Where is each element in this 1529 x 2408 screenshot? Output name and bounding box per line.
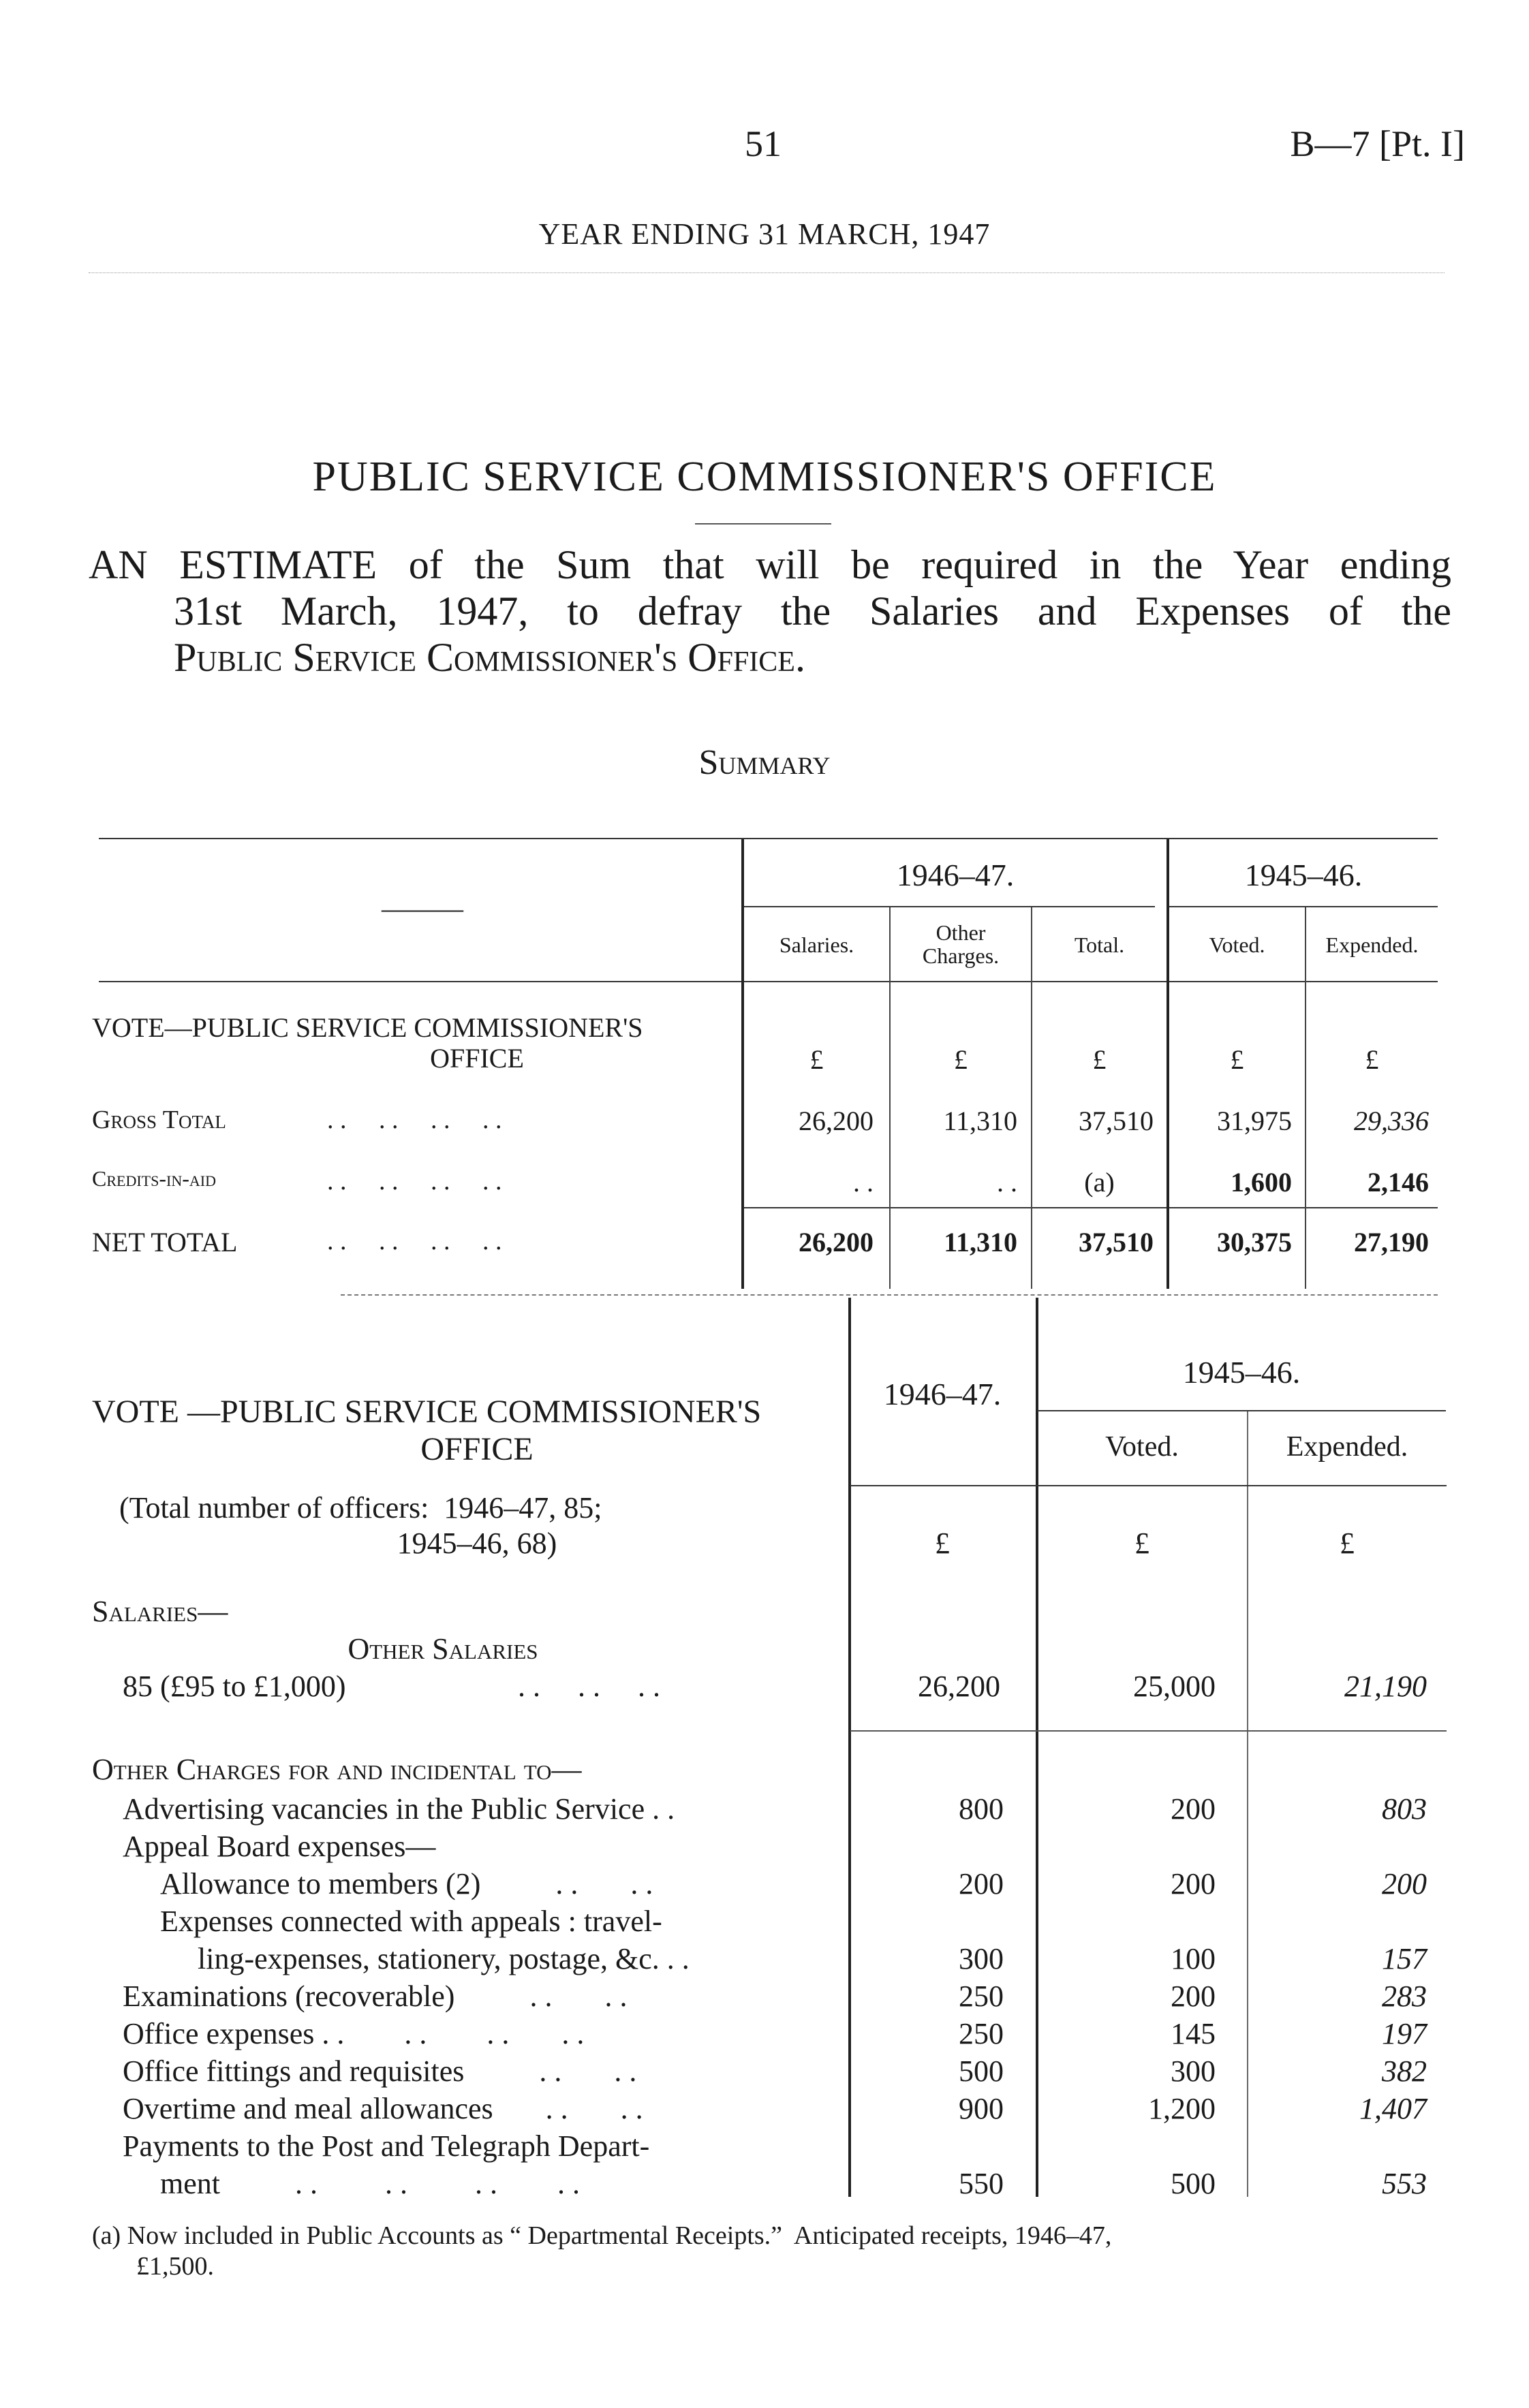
detail-row-current: 300 bbox=[959, 1942, 1004, 1975]
summary-currency-expended: £ bbox=[1365, 1044, 1379, 1075]
detail-row-expended: 382 bbox=[1382, 2054, 1427, 2088]
summary-row-label: Gross Total bbox=[92, 1106, 226, 1134]
page-number: 51 bbox=[745, 123, 782, 164]
detail-row-current: 500 bbox=[959, 2054, 1004, 2088]
detail-salaries-heading: Salaries— bbox=[92, 1595, 228, 1628]
detail-row-label: Expenses connected with appeals : travel- bbox=[160, 1905, 662, 1938]
detail-row-label: Appeal Board expenses— bbox=[123, 1830, 436, 1863]
detail-officers-line-1: (Total number of officers: 1946–47, 85; bbox=[119, 1491, 602, 1524]
detail-currency-voted: £ bbox=[1134, 1527, 1149, 1560]
detail-row-current: 900 bbox=[959, 2092, 1004, 2125]
detail-row-current: 250 bbox=[959, 1980, 1004, 2013]
estimate-intro-line-1: AN ESTIMATE of the Sum that will be required in the Year ending bbox=[89, 542, 1451, 587]
detail-year-rule bbox=[1037, 1410, 1446, 1411]
summary-net-salaries: 26,200 bbox=[799, 1227, 874, 1257]
detail-row-voted: 100 bbox=[1171, 1942, 1216, 1975]
detail-row-label: Allowance to members (2) . . . . bbox=[160, 1867, 653, 1901]
summary-net-expended: 27,190 bbox=[1354, 1227, 1429, 1257]
office-title: PUBLIC SERVICE COMMISSIONER'S OFFICE bbox=[312, 454, 1217, 500]
detail-salaries-label: 85 (£95 to £1,000) bbox=[123, 1670, 346, 1703]
detail-row-voted: 200 bbox=[1171, 1867, 1216, 1901]
detail-row-expended: 283 bbox=[1382, 1980, 1427, 2013]
estimate-intro-line-3: Public Service Commissioner's Office. bbox=[174, 635, 805, 680]
detail-header-rule bbox=[850, 1485, 1447, 1486]
summary-net-other: 11,310 bbox=[944, 1227, 1017, 1257]
summary-year-prior: 1945–46. bbox=[1244, 858, 1363, 892]
summary-vote-label-line-1: VOTE—PUBLIC SERVICE COMMISSIONER'S bbox=[92, 1012, 643, 1043]
detail-row-label: Payments to the Post and Telegraph Depart- bbox=[123, 2129, 650, 2163]
detail-row-label: Overtime and meal allowances . . . . bbox=[123, 2092, 643, 2125]
detail-officers-line-2: 1945–46, 68) bbox=[397, 1527, 557, 1560]
summary-row-label: Credits-in-aid bbox=[92, 1166, 216, 1191]
summary-credits-salaries: . . bbox=[853, 1167, 874, 1198]
detail-row-voted: 200 bbox=[1171, 1980, 1216, 2013]
detail-row-expended: 803 bbox=[1382, 1792, 1427, 1826]
summary-heading: Summary bbox=[698, 743, 831, 782]
detail-row-current: 250 bbox=[959, 2017, 1004, 2050]
summary-credits-total-note: (a) bbox=[1084, 1167, 1115, 1198]
summary-net-total: 37,510 bbox=[1079, 1227, 1154, 1257]
summary-gross-other: 11,310 bbox=[943, 1106, 1017, 1136]
detail-row-current: 200 bbox=[959, 1867, 1004, 1901]
summary-credits-expended: 2,146 bbox=[1368, 1167, 1429, 1198]
detail-vote-line-2: OFFICE bbox=[420, 1431, 534, 1467]
detail-col-voted: Voted. bbox=[1105, 1431, 1179, 1463]
summary-vote-label-line-2: OFFICE bbox=[430, 1043, 524, 1074]
summary-row-label: NET TOTAL bbox=[92, 1227, 238, 1257]
year-heading: YEAR ENDING 31 MARCH, 1947 bbox=[538, 217, 991, 251]
summary-stub-dash: ——— bbox=[382, 893, 463, 924]
summary-year-current: 1946–47. bbox=[896, 858, 1015, 892]
detail-row-label: ling-expenses, stationery, postage, &c. . . bbox=[198, 1942, 690, 1975]
detail-col-expended: Expended. bbox=[1286, 1431, 1408, 1463]
detail-row-label: Office expenses . . . . . . . . bbox=[123, 2017, 585, 2050]
detail-salaries-rule bbox=[850, 1730, 1447, 1732]
summary-credits-other: . . bbox=[997, 1167, 1017, 1198]
summary-currency-voted: £ bbox=[1230, 1044, 1244, 1075]
detail-salaries-dots: . . . . . . bbox=[518, 1670, 660, 1703]
summary-row-dots: . . . . . . . . bbox=[327, 1167, 502, 1195]
detail-row-voted: 200 bbox=[1171, 1792, 1216, 1826]
detail-salaries-expended: 21,190 bbox=[1344, 1670, 1427, 1703]
footnote-line-2: £1,500. bbox=[136, 2252, 214, 2281]
detail-row-label: Office fittings and requisites . . . . bbox=[123, 2054, 637, 2088]
detail-row-expended: 553 bbox=[1382, 2167, 1427, 2200]
summary-col-voted: Voted. bbox=[1209, 933, 1265, 957]
detail-row-label: Advertising vacancies in the Public Service . . bbox=[123, 1792, 675, 1826]
summary-currency-total: £ bbox=[1092, 1044, 1107, 1075]
detail-row-voted: 145 bbox=[1171, 2017, 1216, 2050]
summary-credits-voted: 1,600 bbox=[1231, 1167, 1292, 1198]
summary-currency-salaries: £ bbox=[809, 1044, 824, 1075]
detail-year-current: 1946–47. bbox=[883, 1377, 1002, 1411]
summary-net-voted: 30,375 bbox=[1217, 1227, 1292, 1257]
summary-col-other-charges: Other Charges. bbox=[922, 920, 1000, 968]
summary-col-total: Total. bbox=[1074, 933, 1125, 957]
summary-row-dots: . . . . . . . . bbox=[327, 1106, 502, 1134]
summary-row-dots: . . . . . . . . bbox=[327, 1227, 502, 1255]
detail-row-expended: 157 bbox=[1382, 1942, 1427, 1975]
detail-currency-current: £ bbox=[935, 1527, 950, 1560]
detail-year-prior: 1945–46. bbox=[1182, 1355, 1301, 1390]
detail-salaries-current: 26,200 bbox=[918, 1670, 1000, 1703]
detail-row-label: ment . . . . . . . . bbox=[160, 2167, 580, 2200]
summary-currency-other: £ bbox=[954, 1044, 968, 1075]
detail-row-label: Examinations (recoverable) . . . . bbox=[123, 1980, 628, 2013]
detail-other-charges-heading: Other Charges for and incidental to— bbox=[92, 1753, 582, 1786]
footnote-line-1: (a) Now included in Public Accounts as “ Departmental Receipts.” Anticipated receipts, 1946–47, bbox=[92, 2221, 1112, 2250]
detail-row-current: 550 bbox=[959, 2167, 1004, 2200]
detail-currency-expended: £ bbox=[1340, 1527, 1355, 1560]
detail-row-expended: 197 bbox=[1382, 2017, 1427, 2050]
summary-col-salaries: Salaries. bbox=[779, 933, 854, 957]
summary-gross-voted: 31,975 bbox=[1217, 1106, 1292, 1136]
detail-row-voted: 1,200 bbox=[1148, 2092, 1216, 2125]
summary-gross-total: 37,510 bbox=[1079, 1106, 1154, 1136]
estimate-intro-line-2: 31st March, 1947, to defray the Salaries and Expenses of the bbox=[174, 589, 1451, 634]
detail-salaries-voted: 25,000 bbox=[1133, 1670, 1216, 1703]
summary-col-expended: Expended. bbox=[1325, 933, 1419, 957]
detail-row-expended: 1,407 bbox=[1359, 2092, 1427, 2125]
detail-vote-line-1: VOTE —PUBLIC SERVICE COMMISSIONER'S bbox=[92, 1394, 762, 1430]
document-reference: B—7 [Pt. I] bbox=[1290, 123, 1465, 164]
detail-row-voted: 500 bbox=[1171, 2167, 1216, 2200]
detail-other-salaries-heading: Other Salaries bbox=[348, 1632, 538, 1666]
detail-row-expended: 200 bbox=[1382, 1867, 1427, 1901]
summary-gross-salaries: 26,200 bbox=[799, 1106, 874, 1136]
summary-gross-expended: 29,336 bbox=[1354, 1106, 1429, 1136]
detail-row-current: 800 bbox=[959, 1792, 1004, 1826]
detail-row-voted: 300 bbox=[1171, 2054, 1216, 2088]
